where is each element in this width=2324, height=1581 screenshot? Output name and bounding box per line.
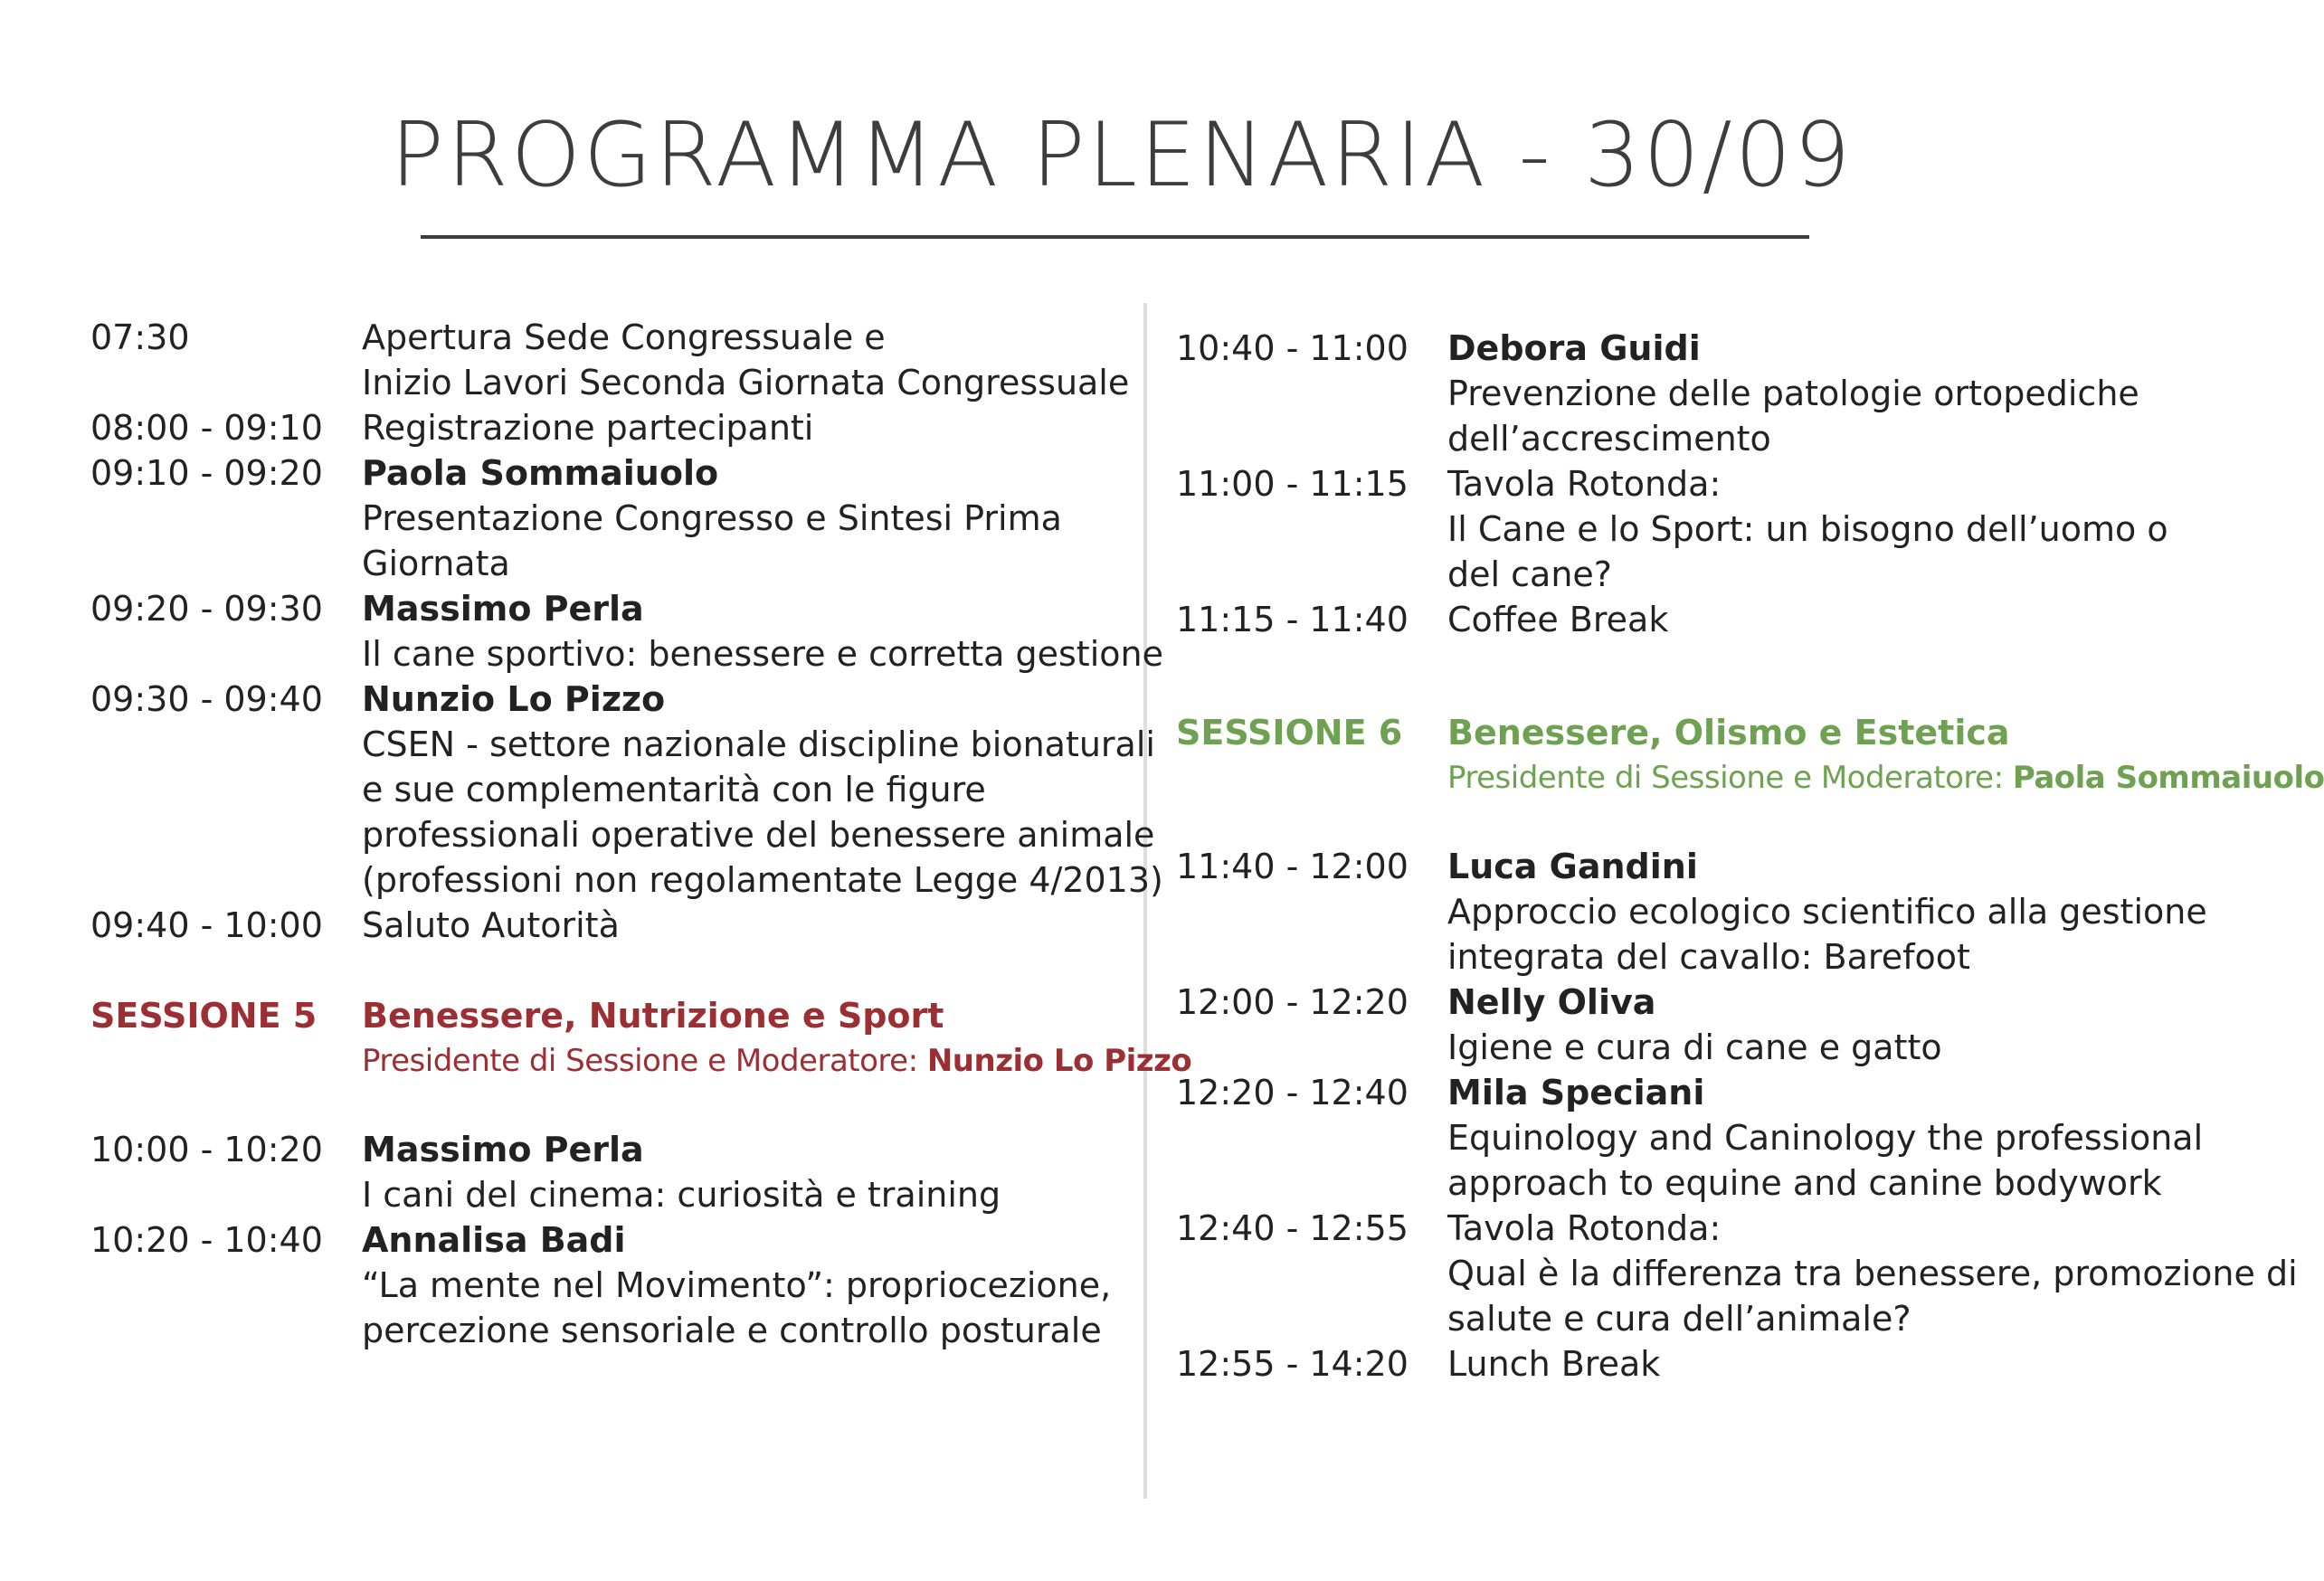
chair-name: Paola Sommaiuolo [2012, 760, 2324, 796]
entry-content [362, 677, 1163, 903]
entry-time: 08:00 - 09:10 [90, 408, 323, 448]
entry-content [362, 586, 1163, 677]
schedule-entry [1176, 844, 2230, 980]
schedule-entry [90, 677, 1163, 903]
entry-time: 12:20 - 12:40 [1176, 1073, 1409, 1112]
entry-content [1447, 597, 2230, 642]
speaker-name: Mila Speciani [1447, 1073, 1705, 1112]
entry-text-line: Il cane sportivo: benessere e corretta gestione [362, 634, 1163, 674]
entry-time: 12:55 - 14:20 [1176, 1344, 1409, 1384]
speaker-name: Luca Gandini [1447, 847, 1698, 886]
entry-content [1447, 980, 2230, 1070]
schedule-entry [90, 450, 1104, 586]
session-6-header [1176, 710, 2324, 800]
right-column [1176, 326, 2324, 1387]
entry-time: 11:15 - 11:40 [1176, 600, 1409, 639]
schedule-list [90, 315, 1163, 948]
schedule-entry [1176, 1206, 2298, 1341]
left-column [90, 315, 1192, 1353]
entry-content [362, 1127, 1104, 1217]
title-underline [421, 235, 1809, 239]
schedule-list [1176, 844, 2298, 1387]
speaker-name: Debora Guidi [1447, 328, 1701, 368]
speaker-name: Nunzio Lo Pizzo [362, 679, 666, 719]
entry-text-line: del cane? [1447, 554, 1612, 594]
entry-content [1447, 1341, 2230, 1387]
chair-prefix: Presidente di Sessione e Moderatore: [362, 1043, 918, 1079]
entry-time: 12:00 - 12:20 [1176, 982, 1409, 1022]
entry-time: 09:20 - 09:30 [90, 589, 323, 629]
speaker-name: Massimo Perla [362, 589, 644, 629]
entry-text-line: Approccio ecologico scientifico alla gestione [1447, 892, 2207, 932]
entry-text-line: professionali operative del benessere animale [362, 815, 1155, 855]
schedule-entry [1176, 326, 2230, 461]
schedule-entry [1176, 1070, 2230, 1206]
entry-time: 10:40 - 11:00 [1176, 328, 1409, 368]
entry-text-line: Prevenzione delle patologie ortopediche [1447, 374, 2139, 413]
entry-content [1447, 1070, 2230, 1206]
schedule-entry [90, 405, 1104, 450]
entry-content [1447, 844, 2230, 980]
schedule-list [1176, 326, 2230, 642]
session-label: SESSIONE 6 [1176, 713, 1403, 753]
entry-time: 11:40 - 12:00 [1176, 847, 1409, 886]
schedule-entry [90, 1127, 1104, 1217]
entry-text-line: Inizio Lavori Seconda Giornata Congressuale [362, 363, 1130, 402]
schedule-entry [1176, 1341, 2230, 1387]
entry-content [1447, 1206, 2298, 1341]
chair-prefix: Presidente di Sessione e Moderatore: [1447, 760, 2004, 796]
speaker-name: Annalisa Badi [362, 1220, 626, 1260]
schedule-entry [90, 903, 1104, 948]
entry-text-line: Igiene e cura di cane e gatto [1447, 1027, 1942, 1067]
entry-time: 10:00 - 10:20 [90, 1130, 323, 1169]
entry-text-line: dell’accrescimento [1447, 419, 1771, 459]
entry-time: 07:30 [90, 317, 190, 357]
entry-text-line: I cani del cinema: curiosità e training [362, 1175, 1001, 1215]
entry-text-line: Tavola Rotonda: [1447, 464, 1722, 504]
speaker-name: Nelly Oliva [1447, 982, 1656, 1022]
entry-text-line: e sue complementarità con le figure [362, 770, 986, 809]
entry-content [362, 405, 1104, 450]
entry-text-line: “La mente nel Movimento”: propriocezione, [362, 1265, 1112, 1305]
entry-text-line: approach to equine and canine bodywork [1447, 1163, 2162, 1203]
entry-content [1447, 461, 2230, 597]
speaker-name: Paola Sommaiuolo [362, 453, 719, 493]
session-title: Benessere, Nutrizione e Sport [362, 996, 944, 1036]
entry-content [362, 450, 1104, 586]
entry-text-line: Coffee Break [1447, 600, 1669, 639]
entry-text-line: Presentazione Congresso e Sintesi Prima [362, 498, 1062, 538]
entry-text-line: Giornata [362, 544, 510, 583]
speaker-name: Massimo Perla [362, 1130, 644, 1169]
page-title: PROGRAMMA PLENARIA - 30/09 [390, 104, 1854, 207]
entry-content [362, 315, 1129, 405]
entry-time: 11:00 - 11:15 [1176, 464, 1409, 504]
schedule-entry [90, 586, 1163, 677]
schedule-entry [90, 315, 1130, 405]
schedule-entry [90, 1217, 1112, 1353]
entry-text-line: percezione sensoriale e controllo posturale [362, 1311, 1102, 1350]
session-title: Benessere, Olismo e Estetica [1447, 713, 2010, 753]
entry-text-line: Qual è la differenza tra benessere, promozione di [1447, 1254, 2298, 1293]
entry-content [362, 903, 1104, 948]
session-chair [362, 1038, 1191, 1084]
chair-name: Nunzio Lo Pizzo [926, 1043, 1192, 1079]
session-label: SESSIONE 5 [90, 996, 318, 1036]
entry-text-line: Saluto Autorità [362, 905, 620, 945]
entry-text-line: Apertura Sede Congressuale e [362, 317, 886, 357]
entry-text-line: salute e cura dell’animale? [1447, 1299, 1911, 1339]
schedule-entry [1176, 597, 2230, 642]
entry-text-line: Il Cane e lo Sport: un bisogno dell’uomo o [1447, 509, 2168, 549]
entry-text-line: Equinology and Caninology the professional [1447, 1118, 2204, 1158]
entry-content [1447, 326, 2230, 461]
schedule-entry [1176, 980, 2230, 1070]
entry-time: 09:10 - 09:20 [90, 453, 323, 493]
entry-text-line: (professioni non regolamentate Legge 4/2013) [362, 860, 1163, 900]
session-chair [1447, 755, 2324, 800]
entry-content [362, 1217, 1111, 1353]
session-5-header [90, 993, 1192, 1084]
schedule-list [90, 1127, 1112, 1353]
entry-time: 09:40 - 10:00 [90, 905, 323, 945]
entry-time: 12:40 - 12:55 [1176, 1208, 1409, 1248]
entry-text-line: Tavola Rotonda: [1447, 1208, 1722, 1248]
schedule-entry [1176, 461, 2230, 597]
entry-text-line: Lunch Break [1447, 1344, 1661, 1384]
entry-text-line: Registrazione partecipanti [362, 408, 814, 448]
entry-time: 10:20 - 10:40 [90, 1220, 323, 1260]
entry-text-line: integrata del cavallo: Barefoot [1447, 937, 1970, 977]
entry-time: 09:30 - 09:40 [90, 679, 323, 719]
entry-text-line: CSEN - settore nazionale discipline bionaturali [362, 724, 1155, 764]
